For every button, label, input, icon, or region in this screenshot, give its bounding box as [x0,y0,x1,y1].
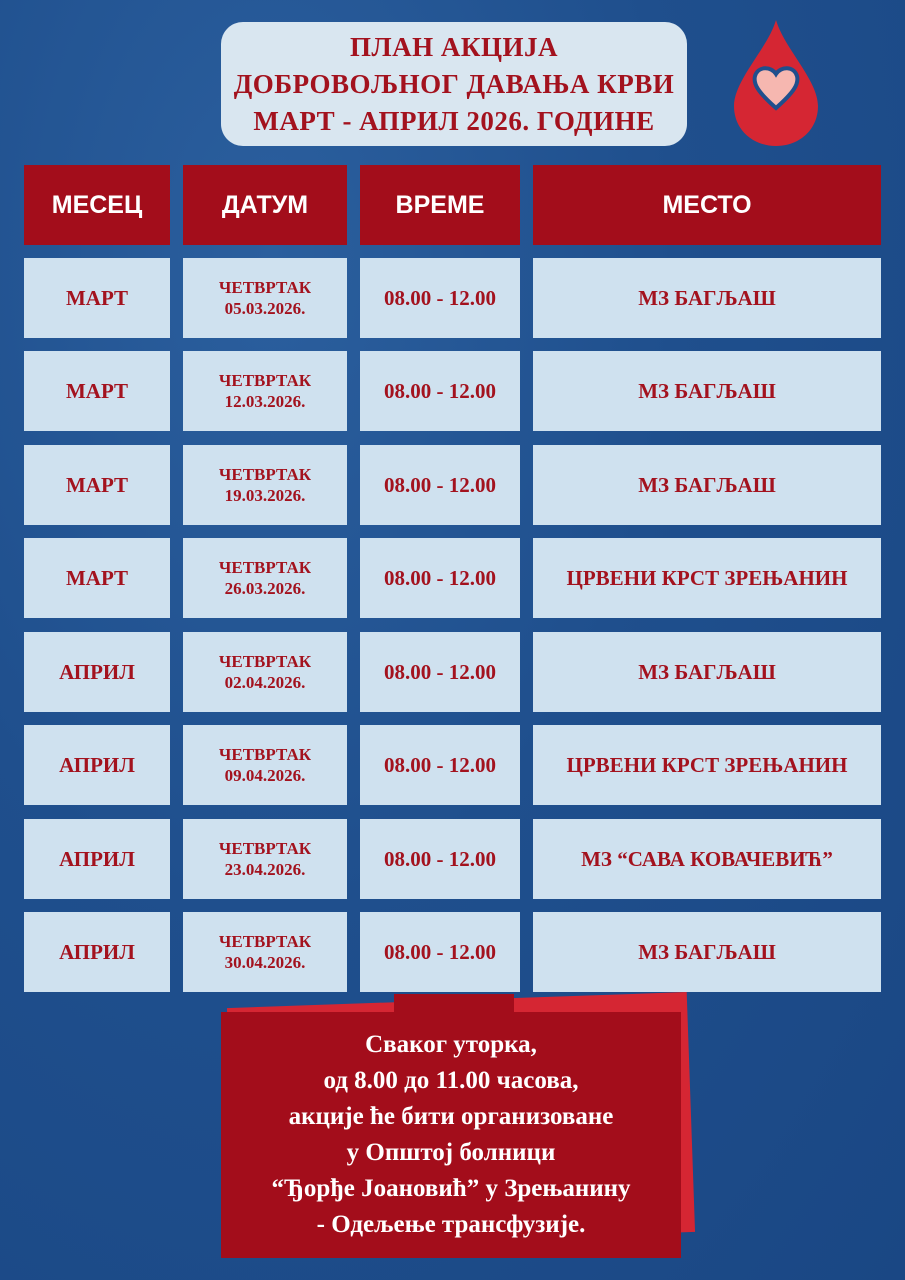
cell-month: АПРИЛ [24,725,170,805]
header-time: ВРЕМЕ [360,165,520,245]
cell-date-value: 23.04.2026. [224,860,306,879]
cell-month: МАРТ [24,445,170,525]
cell-month: МАРТ [24,258,170,338]
cell-date-value: 09.04.2026. [224,766,306,785]
cell-month: МАРТ [24,538,170,618]
cell-day: ЧЕТВРТАК [218,932,312,951]
table-row [0,912,905,992]
note-line: акције ће бити организоване [288,1103,614,1130]
cell-time: 08.00 - 12.00 [360,538,520,618]
header-date: ДАТУМ [183,165,347,245]
note-line: у Општој болници [346,1139,556,1166]
cell-date-value: 05.03.2026. [224,299,306,318]
note-line: “Ђорђе Јоановић” у Зрењанину [271,1175,631,1202]
note-line: од 8.00 до 11.00 часова, [323,1067,579,1094]
cell-time: 08.00 - 12.00 [360,725,520,805]
cell-date [183,538,347,618]
cell-month: АПРИЛ [24,632,170,712]
cell-date [183,351,347,431]
header-place: МЕСТО [533,165,881,245]
cell-time: 08.00 - 12.00 [360,912,520,992]
title-line-2: ДОБРОВОЉНОГ ДАВАЊА КРВИ [233,68,675,99]
cell-place: ЦРВЕНИ КРСТ ЗРЕЊАНИН [533,725,881,805]
cell-place: МЗ “САВА КОВАЧЕВИЋ” [533,819,881,899]
cell-date [183,632,347,712]
cell-place: МЗ БАГЉАШ [533,351,881,431]
cell-day: ЧЕТВРТАК [218,558,312,577]
table-row [0,538,905,618]
table-row [0,819,905,899]
header-month: МЕСЕЦ [24,165,170,245]
cell-time: 08.00 - 12.00 [360,632,520,712]
table-row [0,632,905,712]
cell-month: МАРТ [24,351,170,431]
table-row [0,258,905,338]
cell-day: ЧЕТВРТАК [218,465,312,484]
cell-day: ЧЕТВРТАК [218,652,312,671]
cell-date [183,725,347,805]
cell-date [183,445,347,525]
cell-date-value: 02.04.2026. [224,673,306,692]
blood-drop-heart-icon [728,18,824,148]
cell-place: МЗ БАГЉАШ [533,912,881,992]
cell-place: МЗ БАГЉАШ [533,445,881,525]
note-line: - Одељење трансфузије. [316,1211,586,1238]
cell-date-value: 30.04.2026. [224,953,306,972]
cell-date-value: 19.03.2026. [224,486,306,505]
note-line: Сваког уторка, [365,1031,537,1058]
table-row [0,351,905,431]
cell-place: МЗ БАГЉАШ [533,258,881,338]
cell-date [183,258,347,338]
page-title [221,22,687,146]
cell-day: ЧЕТВРТАК [218,745,312,764]
cell-date-value: 12.03.2026. [224,392,306,411]
title-line-1: ПЛАН АКЦИЈА [350,31,558,62]
cell-month: АПРИЛ [24,912,170,992]
cell-time: 08.00 - 12.00 [360,258,520,338]
cell-date [183,819,347,899]
info-note [221,1012,681,1258]
cell-day: ЧЕТВРТАК [218,839,312,858]
cell-place: МЗ БАГЉАШ [533,632,881,712]
table-row [0,725,905,805]
cell-place: ЦРВЕНИ КРСТ ЗРЕЊАНИН [533,538,881,618]
title-line-3: МАРТ - АПРИЛ 2026. ГОДИНЕ [253,105,655,136]
cell-time: 08.00 - 12.00 [360,351,520,431]
cell-date [183,912,347,992]
cell-date-value: 26.03.2026. [224,579,306,598]
cell-day: ЧЕТВРТАК [218,371,312,390]
cell-time: 08.00 - 12.00 [360,819,520,899]
cell-time: 08.00 - 12.00 [360,445,520,525]
table-row [0,445,905,525]
cell-day: ЧЕТВРТАК [218,278,312,297]
cell-month: АПРИЛ [24,819,170,899]
